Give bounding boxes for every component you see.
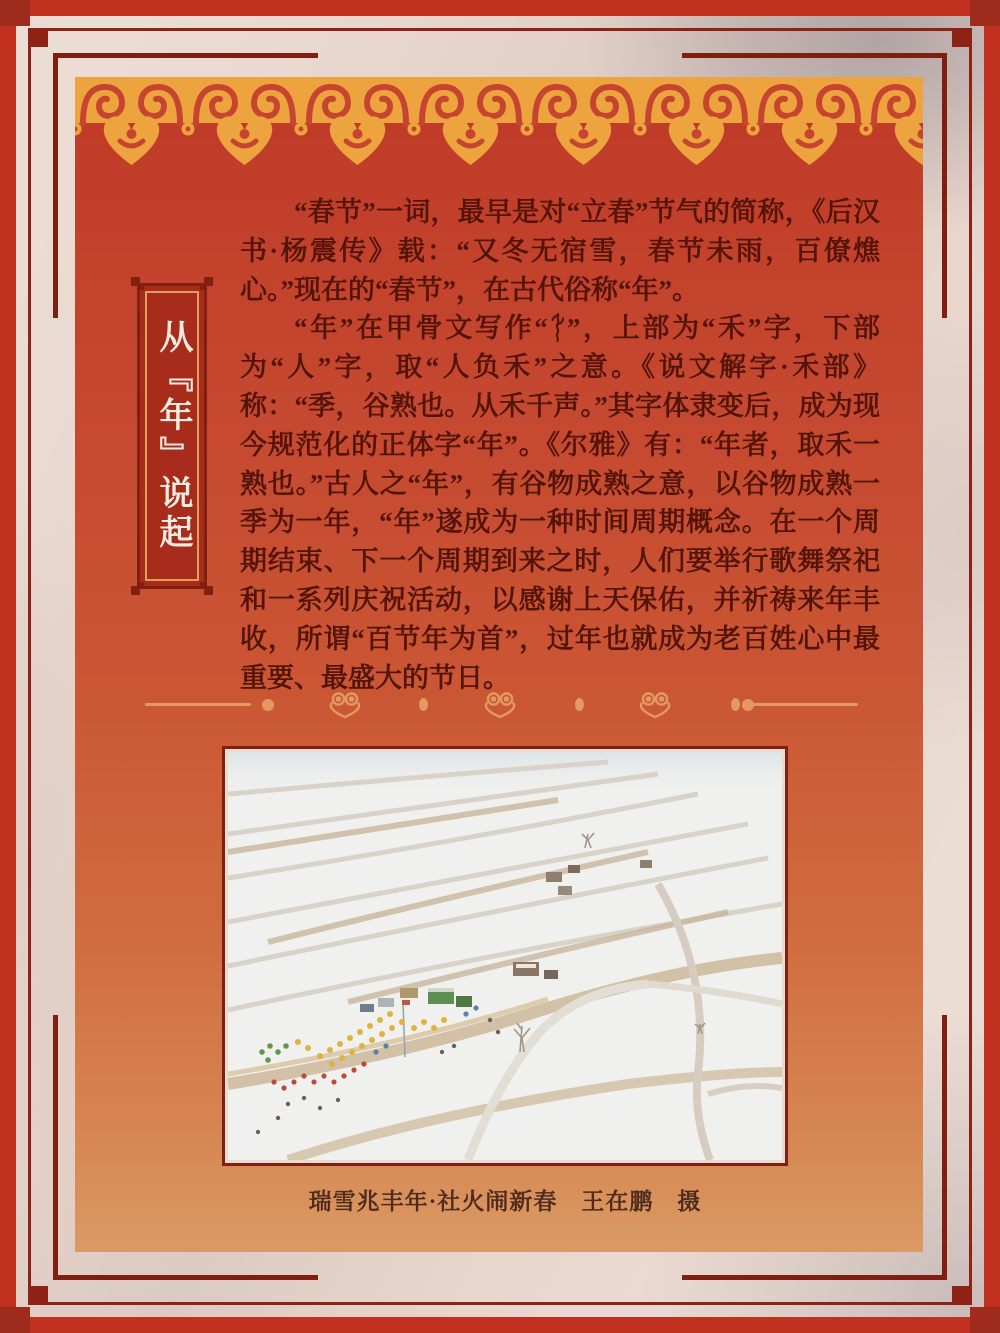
photo-frame <box>222 746 788 1166</box>
paragraph-1: “春节”一词，最早是对“立春”节气的简称，《后汉书·杨震传》载：“又冬无宿雪，春节未雨，百僚燋心。”现在的“春节”，在古代俗称“年”。 <box>240 197 880 305</box>
frame-corner-square <box>0 0 30 26</box>
photo-caption: 瑞雪兆丰年·社火闹新春 王在鹏 摄 <box>308 1189 702 1214</box>
paragraph-2: “年”在甲骨文写作“ ”，上部为“禾”字，下部为“人”字，取“人负禾”之意。《说文解字·禾部》称：“季，谷熟也。从禾千声。”其字体隶变后，成为现今规范化的正体字“年”。《尔雅》有：“年者，取禾一熟也。”古人之“年”，有谷物成熟之意，以谷物成熟一季为一年，“年”遂成为一种时间周期概念。在一个周期结束、下一个周期到来之时，人们要举行歌舞祭祀和一系列庆祝活动，以感谢上天保佑，并祈祷来年丰收，所谓“百节年为首”，过年也就成为老百姓心中最重要、最盛大的节日。 <box>240 313 881 693</box>
gold-scroll-border-icon <box>75 77 923 169</box>
ruyi-cloud-icon <box>481 689 519 719</box>
banner-title: 从『年』说起 <box>154 319 191 553</box>
divider-line <box>753 703 858 706</box>
ruyi-cloud-icon <box>326 689 364 719</box>
banner-corner-ornament <box>204 586 213 595</box>
article-text <box>240 193 880 697</box>
frame-edge-left <box>0 0 16 1333</box>
ruyi-cloud-icon <box>636 689 674 719</box>
frame-corner-square <box>0 1307 30 1333</box>
divider-dot <box>575 698 584 711</box>
divider-dot <box>262 699 274 711</box>
title-banner <box>137 283 207 589</box>
section-divider <box>145 688 858 722</box>
banner-corner-ornament <box>131 277 140 286</box>
divider-dot <box>731 698 740 711</box>
banner-corner-ornament <box>204 277 213 286</box>
divider-line <box>145 703 251 706</box>
oracle-bone-nian-glyph-icon <box>549 312 566 342</box>
snow-village-photo <box>228 752 782 1160</box>
frame-edge-right <box>984 0 1000 1333</box>
frame-edge-top <box>0 0 1000 16</box>
frame-corner-square <box>970 1307 1000 1333</box>
divider-dot <box>419 698 428 711</box>
banner-inner-frame <box>145 291 199 581</box>
frame-edge-bottom <box>0 1317 1000 1333</box>
frame-corner-square <box>970 0 1000 26</box>
banner-corner-ornament <box>131 586 140 595</box>
